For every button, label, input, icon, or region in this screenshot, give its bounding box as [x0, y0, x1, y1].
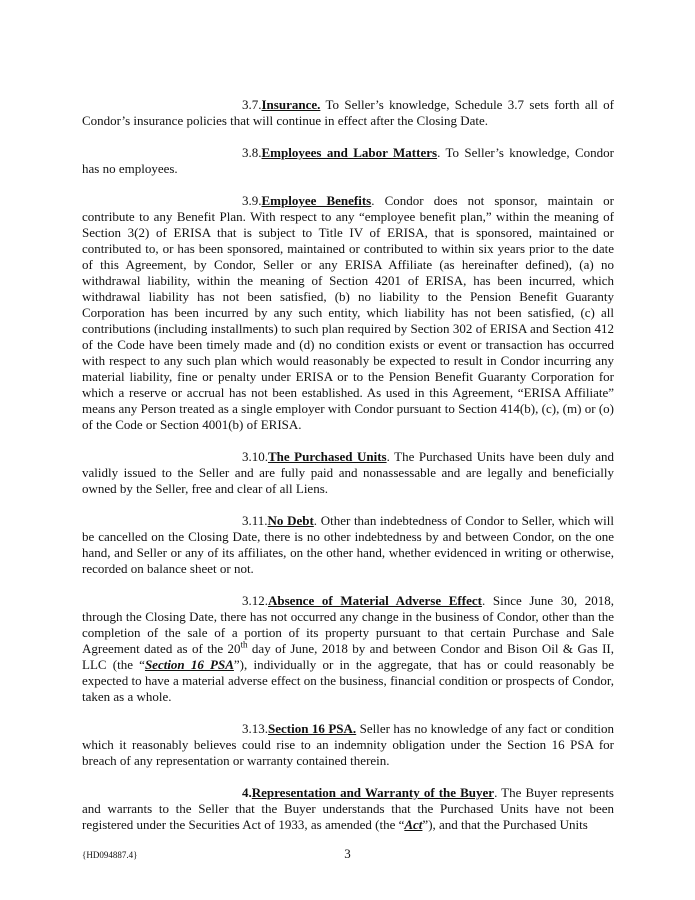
- section-heading: Absence of Material Adverse Effect: [268, 593, 482, 608]
- section-text: . The Buyer represents and warrants to the Seller that the Buyer understands that the Purchased Units have not been registered under the Securities Act of 1933, as amended (the “: [82, 785, 614, 832]
- section-number: 3.7.: [242, 97, 262, 112]
- section-number: 3.10.: [242, 449, 268, 464]
- section-text: . Other than indebtedness of Condor to Seller, which will be cancelled on the Closing Date, there is no other indebtedness by and between Condor, on the one hand, and Seller or any of its affiliates, on the other hand, whether evidenced in writing or otherwise, recorded on balance sheet or not.: [82, 513, 615, 576]
- section-text: ”), individually or in the aggregate, that has or could reasonably be expected to have a material adverse effect on the business, financial condition or prospects of Condor, taken as a whole.: [82, 657, 614, 704]
- section-text: day of June, 2018 by and between Condor and Bison Oil & Gas II, LLC (the “: [82, 641, 614, 672]
- section-3-8: [82, 145, 614, 177]
- section-number: 3.9.: [242, 193, 262, 208]
- section-text: . The Purchased Units have been duly and validly issued to the Seller and are fully paid and nonassessable and are legally and beneficially owned by the Seller, free and clear of all Liens.: [82, 449, 614, 496]
- section-3-13: [82, 721, 614, 769]
- footer-document-id: {HD094887.4}: [82, 850, 138, 860]
- section-heading: Representation and Warranty of the Buyer: [251, 785, 495, 800]
- footer-page-number: 3: [344, 846, 351, 861]
- section-3-11: [82, 513, 614, 577]
- section-heading: Employees and Labor Matters: [261, 145, 438, 160]
- section-text: . Since June 30, 2018, through the Closing Date, there has not occurred any change in the business of Condor, other than the completion of the sale of a portion of its property pursuant to that certain Purchase and Sale Agreement dated as of the 20: [82, 593, 614, 656]
- section-heading: Employee Benefits: [261, 193, 372, 208]
- section-heading: Section 16 PSA.: [268, 721, 357, 736]
- section-text: To Seller’s knowledge, Schedule 3.7 sets forth all of Condor’s insurance policies that will continue in effect after the Closing Date.: [82, 97, 614, 128]
- section-number: 3.8.: [242, 145, 262, 160]
- section-text: ”), and that the Purchased Units: [422, 817, 588, 832]
- section-heading: The Purchased Units: [268, 449, 387, 464]
- section-text: . To Seller’s knowledge, Condor has no employees.: [82, 145, 614, 176]
- section-text: Seller has no knowledge of any fact or condition which it reasonably believes could rise to an indemnity obligation under the Section 16 PSA for breach of any representation or warranty contained therein.: [82, 721, 614, 768]
- section-text: . Condor does not sponsor, maintain or contribute to any Benefit Plan. With respect to any “employee benefit plan,” within the meaning of Section 3(2) of ERISA that is subject to Title IV of ERISA, that is sponsored, maintained or contributed to, or has been sponsored, maintained or contributed to within six years prior to the date of this Agreement, by Condor, Seller or any ERISA Affiliate (as hereinafter defined), (a) no withdrawal liability, within the meaning of Section 4201 of ERISA, has been incurred, which withdrawal liability has not been satisfied, (b) no liability to the Pension Benefit Guaranty Corporation has been incurred by any such entity, which liability has not been satisfied, (c) all contributions (including installments) to such plan required by Section 302 of ERISA and Section 412 of the Code have been timely made and (d) no condition exists or event or transaction has occurred with respect to any such plan which would reasonably be expected to result in Condor incurring any material liability, fine or penalty under ERISA or to the Pension Benefit Guaranty Corporation for which a reserve or accrual has not been established. As used in this Agreement, “ERISA Affiliate” means any Person treated as a single employer with Condor pursuant to Section 414(b), (c), (m) or (o) of the Code or Section 4001(b) of ERISA.: [82, 193, 614, 432]
- defined-term: Section 16 PSA: [144, 657, 234, 672]
- section-number: 3.11.: [242, 513, 268, 528]
- section-3-7: [82, 97, 614, 129]
- defined-term: Act: [404, 817, 423, 832]
- section-3-10: [82, 449, 614, 497]
- section-number: 3.13.: [242, 721, 268, 736]
- section-number: 4.: [242, 785, 252, 800]
- section-3-12: [82, 593, 614, 705]
- ordinal-suffix: th: [240, 639, 248, 650]
- section-number: 3.12.: [242, 593, 268, 608]
- section-3-9: [82, 193, 614, 433]
- section-4: [82, 785, 614, 833]
- section-heading: No Debt: [267, 513, 314, 528]
- document-body: [82, 97, 614, 849]
- section-heading: Insurance.: [261, 97, 321, 112]
